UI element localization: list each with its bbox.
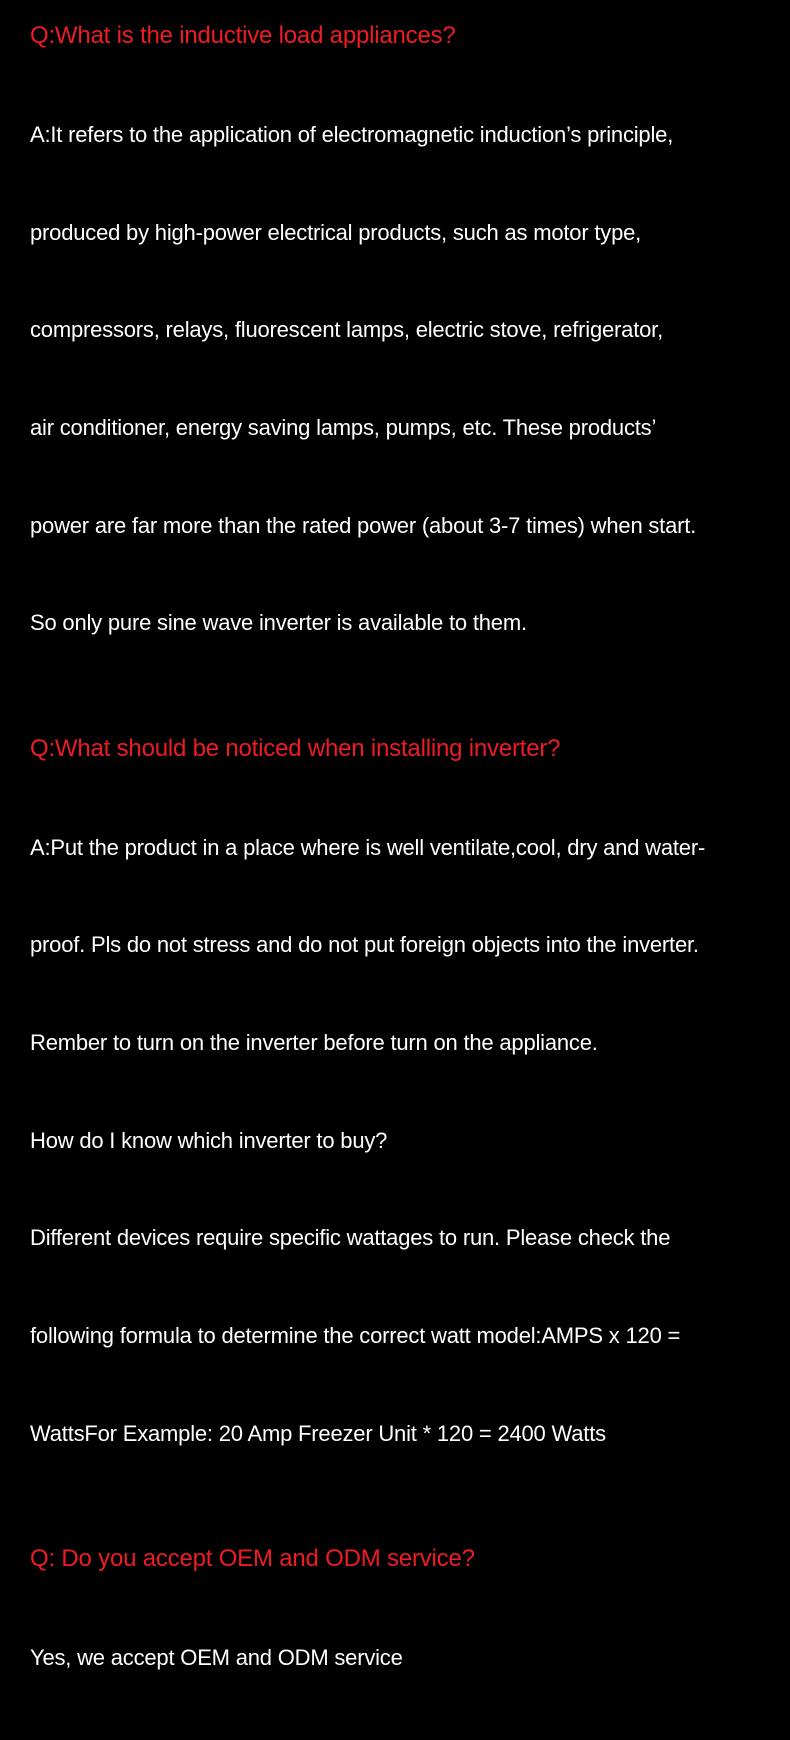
faq-answer-line: Yes, we accept OEM and ODM service [30,1645,403,1671]
faq-answer-3 [30,1577,760,1740]
faq-answer-line: A:It refers to the application of electromagnetic induction’s principle, [30,122,674,147]
faq-item-1 [30,20,760,705]
faq-answer-line: compressors, relays, fluorescent lamps, electric stove, refrigerator, [30,317,663,343]
faq-answer-line: A:Put the product in a place where is well ventilate,cool, dry and water- [30,834,706,860]
faq-answer-line: power are far more than the rated power (about 3-7 times) when start. [30,512,697,538]
faq-answer-line: produced by high-power electrical products, such as motor type, [30,219,642,245]
faq-item-2 [30,733,760,1515]
faq-answer-line: following formula to determine the correct watt model:AMPS x 120 = [30,1323,681,1349]
faq-question-1: Q:What is the inductive load appliances? [30,22,456,49]
faq-question-2: Q:What should be noticed when installing inverter? [30,734,561,762]
faq-answer-line: proof. Pls do not stress and do not put foreign objects into the inverter. [30,932,699,958]
faq-answer-line: Rember to turn on the inverter before turn on the appliance. [30,1030,598,1056]
faq-answer-2 [30,767,760,1516]
faq-answer-1 [30,54,760,705]
faq-answer-line: air conditioner, energy saving lamps, pumps, etc. These products’ [30,414,657,440]
faq-question-3: Q: Do you accept OEM and ODM service? [30,1545,475,1573]
faq-answer-line: WattsFor Example: 20 Amp Freezer Unit * 120 = 2400 Watts [30,1420,606,1446]
faq-item-3 [30,1543,760,1740]
faq-answer-line: So only pure sine wave inverter is available to them. [30,610,527,636]
faq-answer-line: How do I know which inverter to buy? [30,1127,388,1153]
faq-answer-line: Different devices require specific wattages to run. Please check the [30,1225,671,1251]
